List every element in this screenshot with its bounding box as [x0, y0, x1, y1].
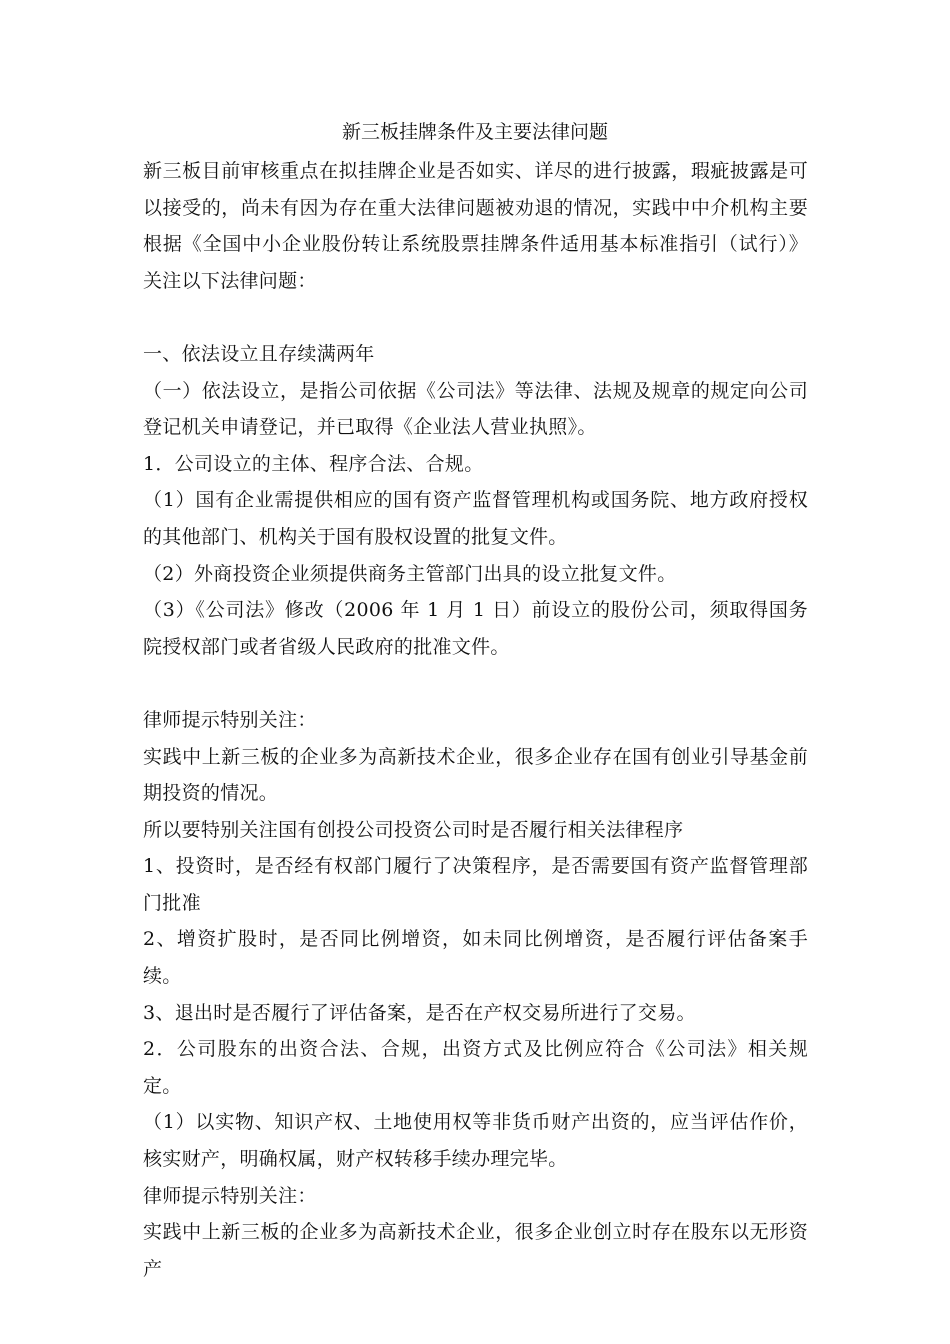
note-heading: 律师提示特别关注：: [143, 1184, 317, 1207]
paragraph: 1、投资时，是否经有权部门履行了决策程序，是否需要国有资产监督管理部门批准: [143, 855, 808, 914]
paragraph: 1．公司设立的主体、程序合法、合规。: [143, 452, 484, 475]
paragraph: 实践中上新三板的企业多为高新技术企业，很多企业存在国有创业引导基金前期投资的情况。: [143, 745, 808, 805]
paragraph: 2．公司股东的出资合法、合规，出资方式及比例应符合《公司法》相关规定。: [143, 1038, 808, 1097]
document-title: 新三板挂牌条件及主要法律问题: [341, 121, 608, 143]
paragraph: 2、增资扩股时，是否同比例增资，如未同比例增资，是否履行评估备案手续。: [143, 928, 808, 988]
paragraph: 实践中上新三板的企业多为高新技术企业，很多企业创立时存在股东以无形资产: [143, 1221, 808, 1280]
document-body: [143, 153, 808, 1287]
paragraph: 所以要特别关注国有创投公司投资公司时是否履行相关法律程序: [143, 818, 684, 841]
intro-paragraph: 新三板目前审核重点在拟挂牌企业是否如实、详尽的进行披露，瑕疵披露是可以接受的，尚未有因为存在重大法律问题被劝退的情况，实践中中介机构主要根据《全国中小企业股份转让系统股票挂牌条件适用基本标准指引（试行）》关注以下法律问题：: [143, 160, 808, 292]
paragraph: （1）以实物、知识产权、土地使用权等非货币财产出资的，应当评估作价，核实财产，明确权属，财产权转移手续办理完毕。: [143, 1111, 808, 1171]
paragraph: （1）国有企业需提供相应的国有资产监督管理机构或国务院、地方政府授权的其他部门、机构关于国有股权设置的批复文件。: [143, 489, 808, 548]
paragraph: （3）《公司法》修改（2006 年 1 月 1 日）前设立的股份公司，须取得国务院授权部门或者省级人民政府的批准文件。: [143, 599, 808, 658]
paragraph: （一）依法设立，是指公司依据《公司法》等法律、法规及规章的规定向公司登记机关申请登记，并已取得《企业法人营业执照》。: [143, 379, 808, 439]
blank-line: [143, 299, 808, 336]
section-heading: 一、依法设立且存续满两年: [143, 342, 375, 365]
blank-line: [143, 665, 808, 702]
note-heading: 律师提示特别关注：: [143, 708, 317, 731]
paragraph: （2）外商投资企业须提供商务主管部门出具的设立批复文件。: [143, 562, 677, 585]
paragraph: 3、退出时是否履行了评估备案，是否在产权交易所进行了交易。: [143, 1001, 696, 1024]
